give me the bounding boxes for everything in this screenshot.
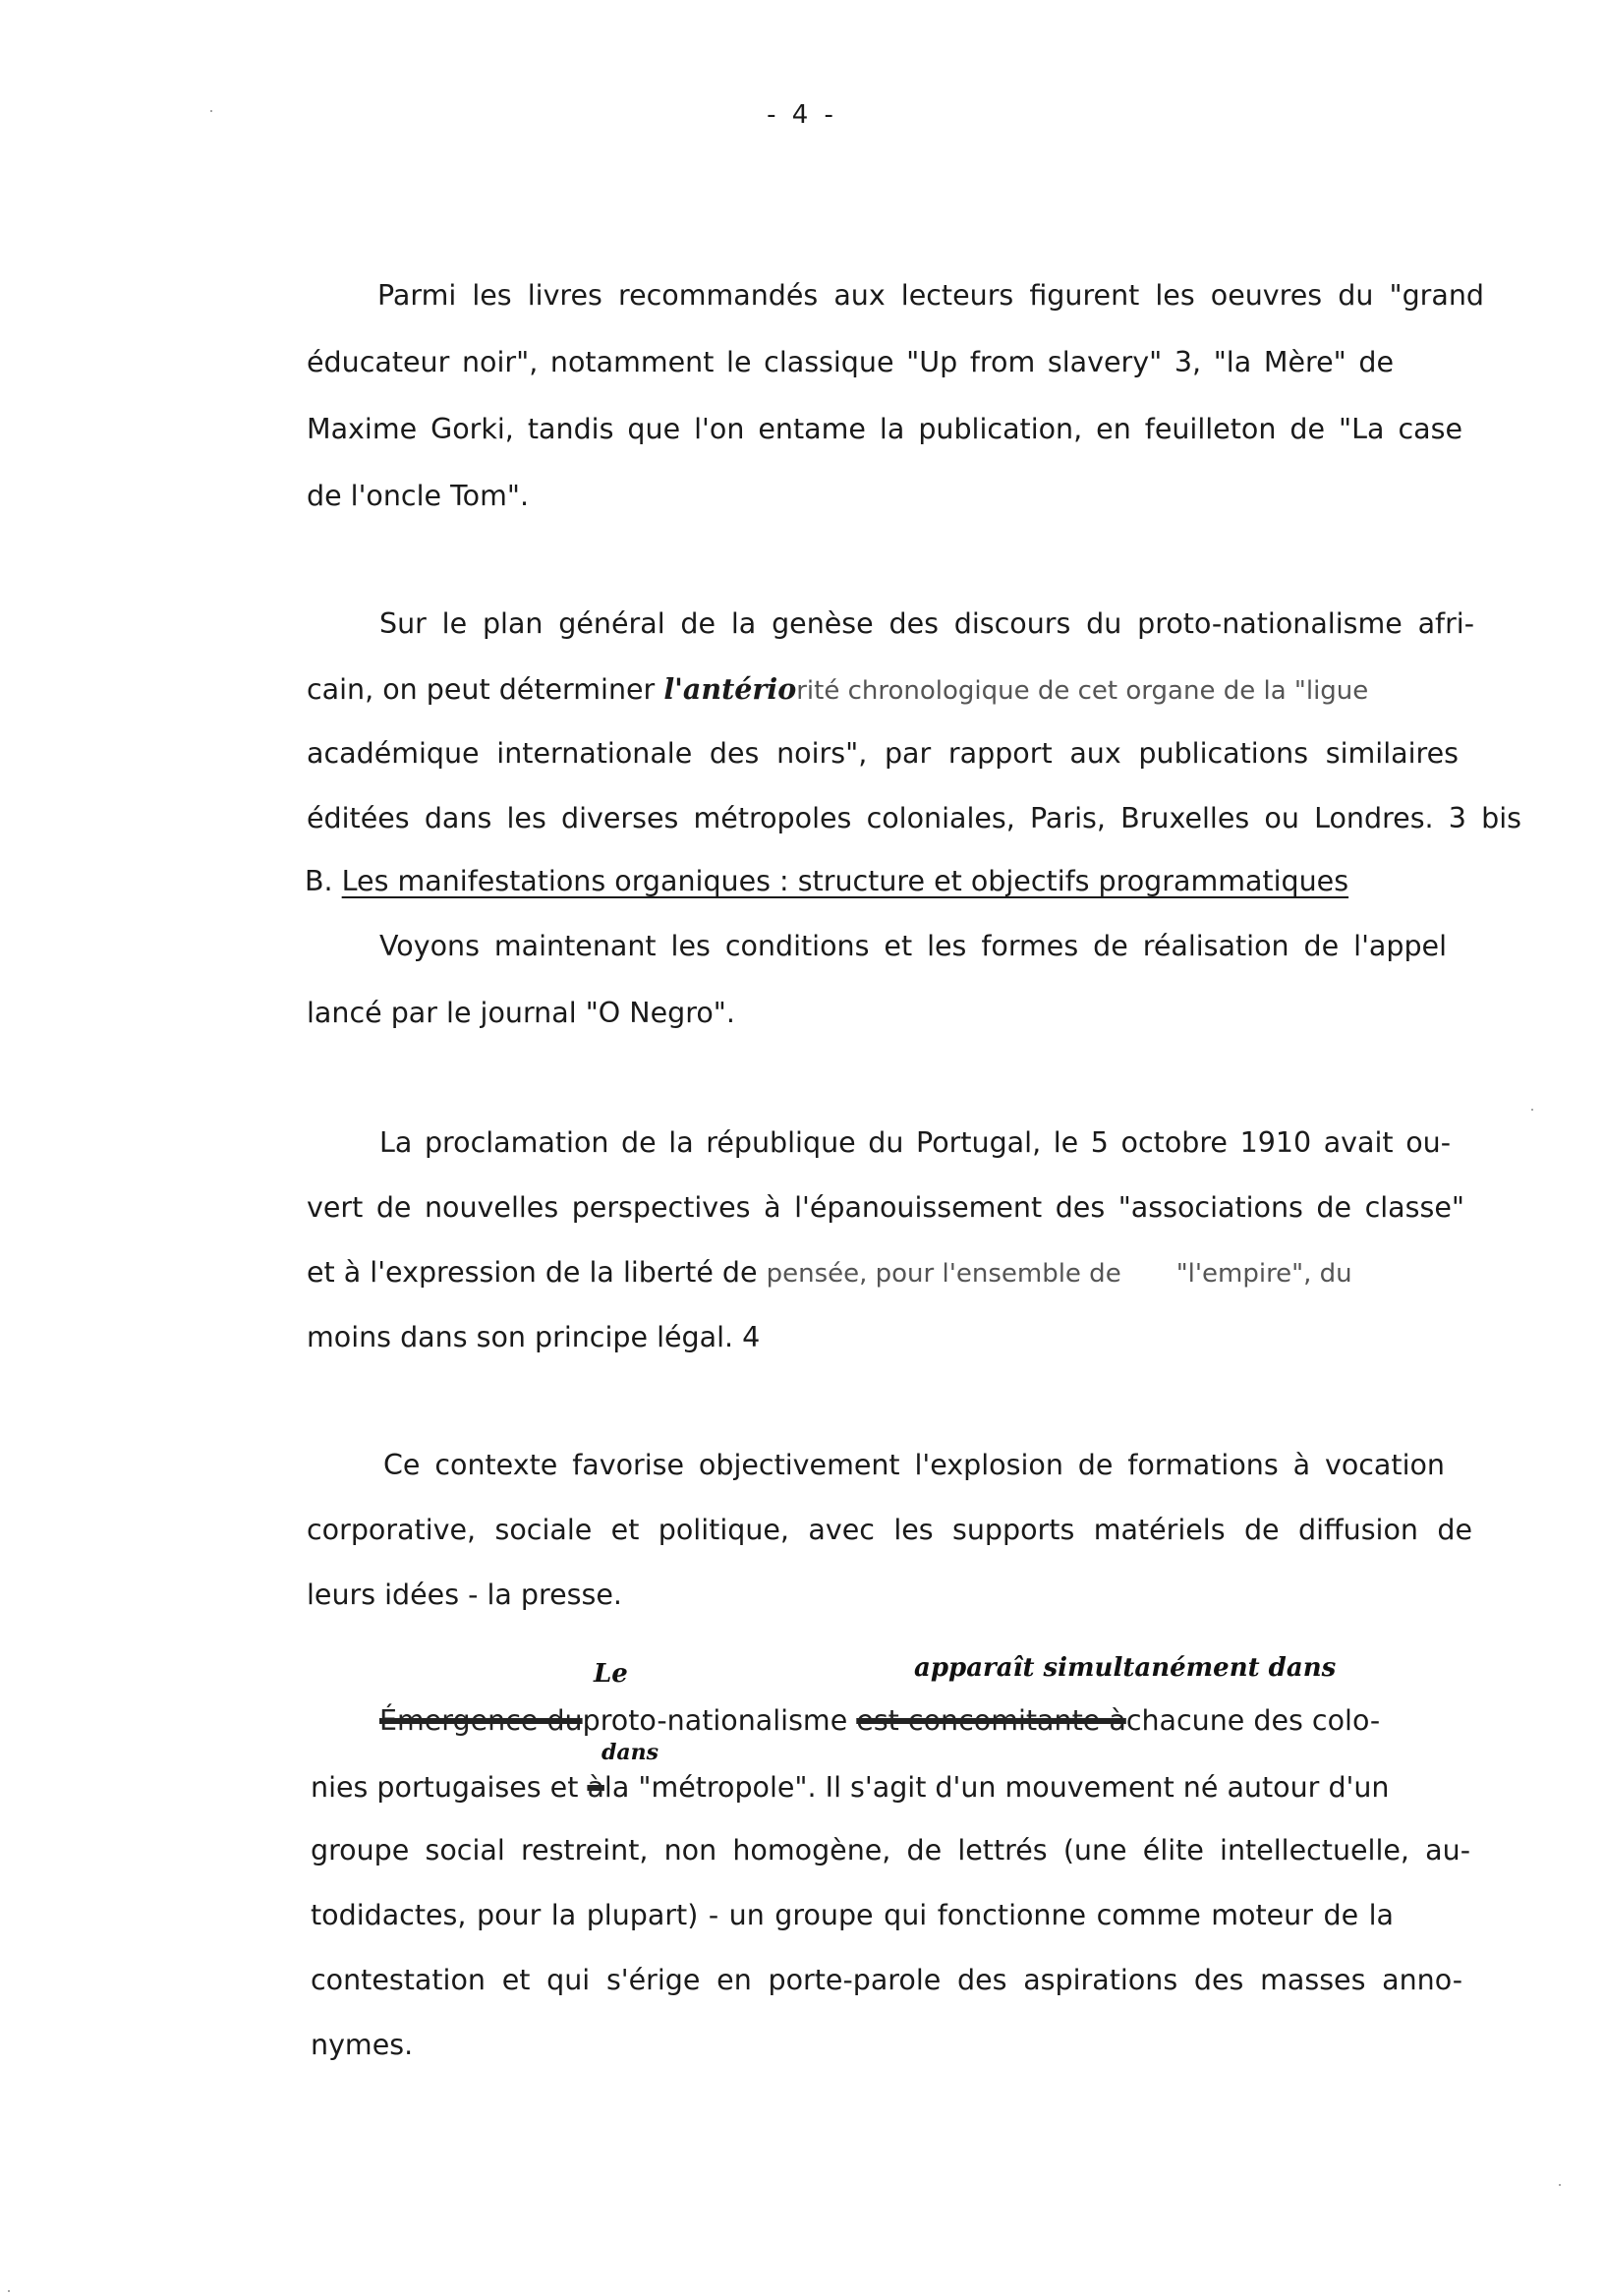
- handwritten-correction-anteriorite: l'antério: [663, 672, 797, 706]
- handwritten-annotation-dans: dans: [602, 1740, 659, 1765]
- paragraph-1-line-4: de l'oncle Tom".: [307, 480, 530, 512]
- paragraph-3-line-2: lancé par le journal "O Negro".: [307, 997, 735, 1029]
- paragraph-1-line-3: Maxime Gorki, tandis que l'on entame la publication, en feuilleton de "La case: [307, 413, 1462, 445]
- paragraph-6-line-2-start: nies portugaises et: [311, 1771, 588, 1804]
- paragraph-5-line-3: leurs idées - la presse.: [307, 1578, 622, 1611]
- handwritten-annotation-le: Le: [594, 1659, 628, 1689]
- paragraph-2-line-1: Sur le plan général de la genèse des discours du proto-nationalisme afri-: [379, 607, 1474, 640]
- paragraph-2-line-2-end: rité chronologique de cet organe de la "ligue: [796, 676, 1369, 706]
- section-heading-prefix: B.: [305, 865, 342, 897]
- paragraph-4-line-3-middle: pensée, pour l'ensemble de: [766, 1259, 1121, 1289]
- paragraph-6-line-3: groupe social restreint, non homogène, de lettrés (une élite intellectuelle, au-: [311, 1834, 1470, 1866]
- paragraph-1-line-1: Parmi les livres recommandés aux lecteurs figurent les oeuvres du "grand: [377, 279, 1484, 312]
- paragraph-6-line-2-end: la "métropole". Il s'agit d'un mouvement né autour d'un: [603, 1771, 1390, 1804]
- paragraph-2-line-2: [307, 672, 1514, 706]
- paragraph-6-line-6: nymes.: [311, 2029, 414, 2061]
- paragraph-6-line-2: [311, 1771, 1390, 1804]
- paragraph-4-line-3-start: et à l'expression de la liberté de: [307, 1256, 767, 1289]
- scan-speck: [8, 2290, 10, 2292]
- paragraph-4-line-1: La proclamation de la république du Portugal, le 5 octobre 1910 avait ou-: [379, 1126, 1451, 1159]
- paragraph-4-line-3-empire: "l'empire", du: [1175, 1259, 1352, 1289]
- paragraph-6-line-1: [379, 1704, 1380, 1737]
- struck-text-a: à: [587, 1771, 604, 1804]
- section-heading: [305, 865, 1348, 897]
- paragraph-6-line-1-end: chacune des colo-: [1125, 1704, 1381, 1737]
- paragraph-5-line-1: Ce contexte favorise objectivement l'explosion de formations à vocation: [383, 1449, 1445, 1481]
- paragraph-3-line-1: Voyons maintenant les conditions et les formes de réalisation de l'appel: [379, 930, 1447, 962]
- scan-speck: [210, 110, 212, 112]
- paragraph-1-line-2: éducateur noir", notamment le classique "Up from slavery" 3, "la Mère" de: [307, 346, 1394, 378]
- section-heading-title: Les manifestations organiques : structure et objectifs programmatiques: [341, 865, 1349, 897]
- struck-text-concomitante: est concomitante à: [856, 1704, 1126, 1737]
- paragraph-6-line-5: contestation et qui s'érige en porte-parole des aspirations des masses anno-: [311, 1964, 1462, 1996]
- paragraph-2-line-2-start: cain, on peut déterminer: [307, 673, 664, 706]
- paragraph-4-line-2: vert de nouvelles perspectives à l'épanouissement des "associations de classe": [307, 1191, 1464, 1224]
- paragraph-2-line-3: académique internationale des noirs", par rapport aux publications similaires: [307, 737, 1459, 770]
- paragraph-6-line-4: todidactes, pour la plupart) - un groupe qui fonctionne comme moteur de la: [311, 1899, 1394, 1931]
- handwritten-annotation-apparait: apparaît simultanément dans: [914, 1653, 1337, 1683]
- struck-text-emergence: Émergence du: [379, 1704, 583, 1737]
- paragraph-5-line-2: corporative, sociale et politique, avec les supports matériels de diffusion de: [307, 1514, 1472, 1546]
- scan-speck: [1531, 1109, 1533, 1111]
- scan-speck: [1559, 2184, 1561, 2186]
- paragraph-6-line-1-mid: proto-nationalisme: [582, 1704, 857, 1737]
- paragraph-4-line-3: [307, 1256, 1352, 1289]
- page-number: - 4 -: [767, 100, 837, 130]
- paragraph-2-line-4: éditées dans les diverses métropoles coloniales, Paris, Bruxelles ou Londres. 3 bis: [307, 802, 1521, 834]
- paragraph-4-line-4: moins dans son principe légal. 4: [307, 1321, 761, 1353]
